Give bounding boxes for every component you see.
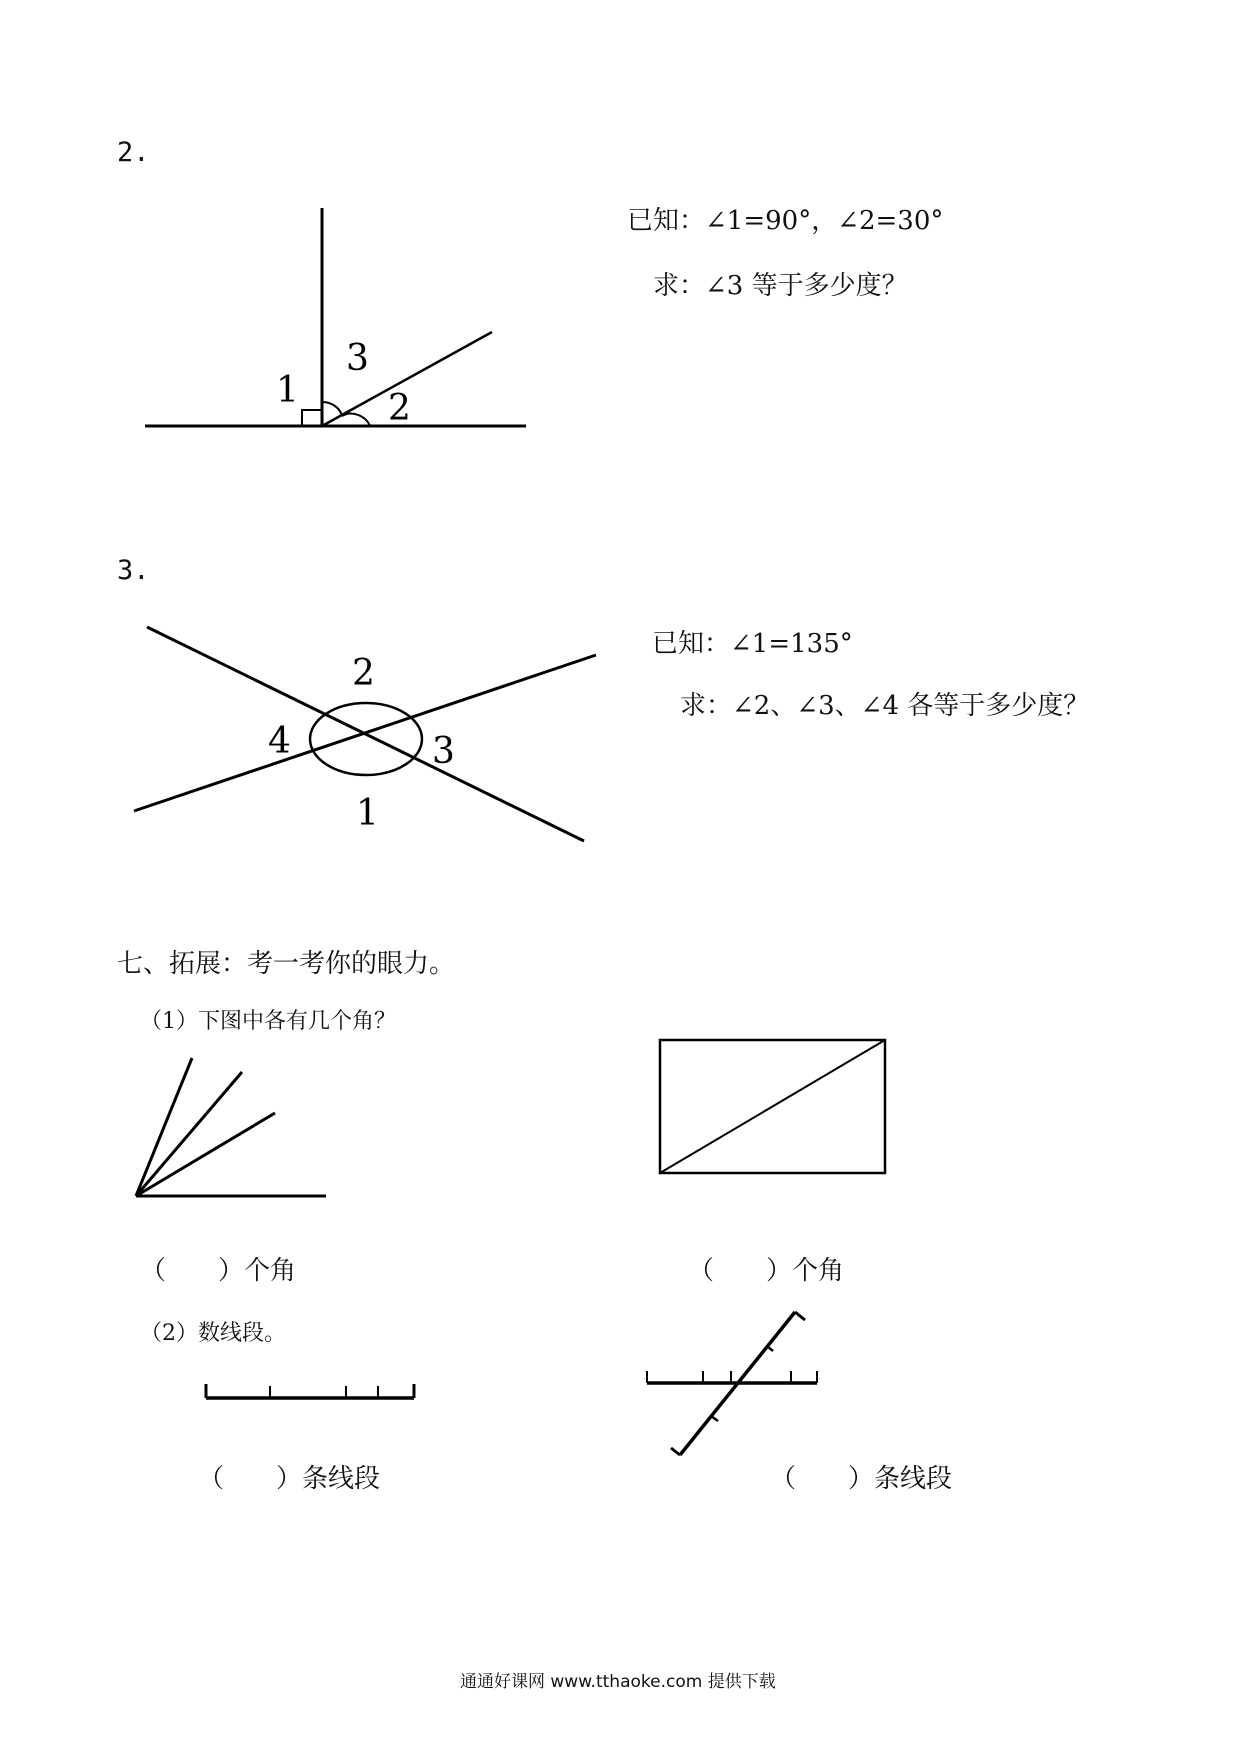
part-1-answer-left: （ ）个角 — [140, 1256, 297, 1286]
angle-2-label: 2 — [388, 388, 411, 429]
footer-credit: 通通好课网 www.tthaoke.com 提供下载 — [460, 1672, 776, 1692]
angle-3-label: 3 — [432, 731, 455, 772]
angle-3-label: 3 — [346, 338, 369, 379]
problem-2-given: 已知：∠1=90°，∠2=30° — [627, 206, 944, 236]
right-angle-mark — [302, 410, 322, 426]
problem-3-given: 已知：∠1=135° — [652, 629, 853, 659]
problem-2-question: 求：∠3 等于多少度？ — [653, 271, 908, 301]
part-2-answer-left: （ ）条线段 — [198, 1464, 381, 1494]
part-1-heading: （1）下图中各有几个角？ — [140, 1009, 396, 1034]
rays-figure — [130, 1050, 350, 1200]
problem-3-number: 3. — [117, 555, 150, 586]
problem-3-question: 求：∠2、∠3、∠4 各等于多少度？ — [680, 691, 1090, 721]
angle-arcs — [310, 703, 422, 775]
angle-1-label: 1 — [356, 793, 379, 834]
problem-3-figure — [120, 615, 620, 885]
angle-4-label: 4 — [268, 721, 291, 762]
section-7-title: 七、拓展：考一考你的眼力。 — [117, 949, 456, 979]
angle-2-arc — [342, 414, 370, 426]
problem-2-figure — [120, 180, 680, 510]
angle-2-label: 2 — [352, 653, 375, 694]
segment-ruler-figure — [200, 1372, 430, 1412]
angle-1-label: 1 — [276, 370, 299, 411]
angle-3-arc — [322, 402, 342, 416]
part-2-answer-right: （ ）条线段 — [770, 1464, 953, 1494]
problem-2-number: 2. — [117, 137, 150, 168]
crossing-segments-figure — [645, 1300, 845, 1460]
part-1-answer-right: （ ）个角 — [688, 1256, 845, 1286]
rectangle-diagonal-figure — [655, 1035, 895, 1185]
part-2-heading: （2）数线段。 — [140, 1321, 286, 1346]
